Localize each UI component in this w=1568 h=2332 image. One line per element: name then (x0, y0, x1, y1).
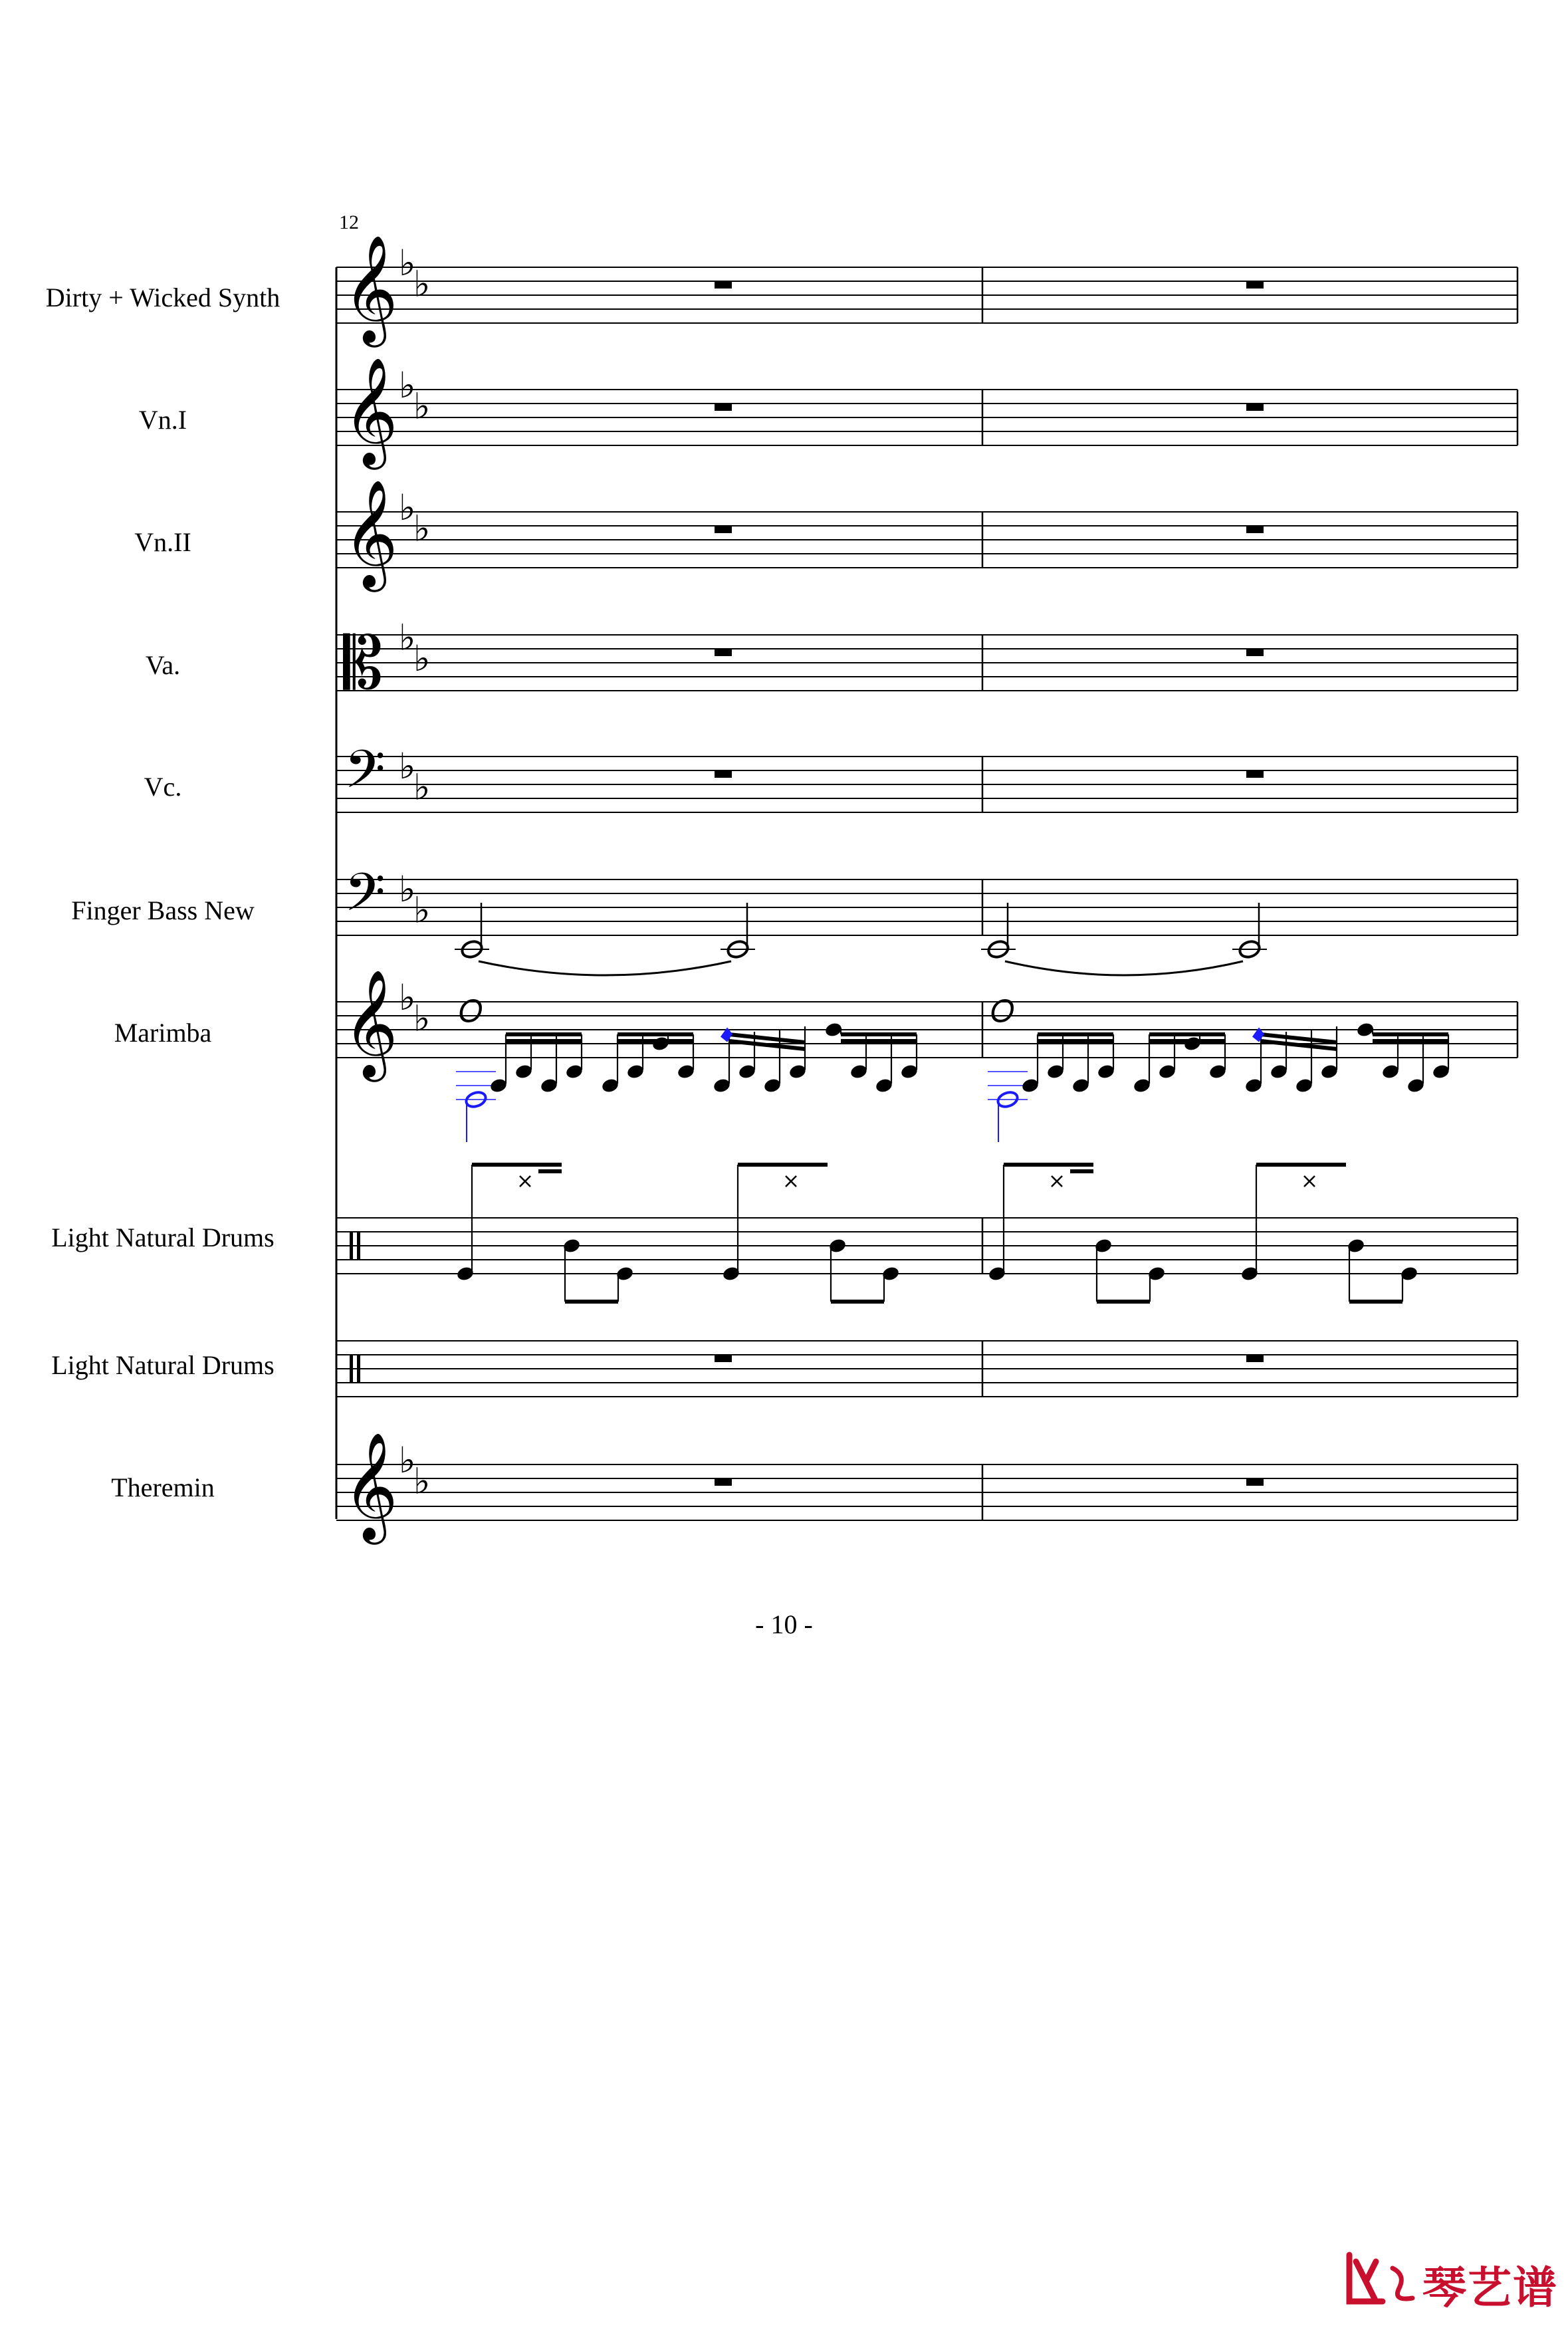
whole-rest (1246, 649, 1264, 656)
flat-sign-icon: ♭ (399, 745, 416, 787)
flat-sign-icon: ♭ (413, 1460, 431, 1502)
instrument-label-synth: Dirty + Wicked Synth (45, 283, 280, 312)
bass-clef-icon: 𝄢 (344, 862, 386, 936)
sixteenth-rest-icon: 𝑂 (990, 993, 1015, 1029)
tie (1005, 961, 1243, 975)
hihat-note-head (786, 1176, 796, 1187)
measure-number: 12 (339, 211, 359, 233)
hihat-note-head (1052, 1176, 1062, 1187)
page-number: - 10 - (755, 1609, 813, 1639)
treble-clef-icon: 𝄞 (343, 235, 398, 343)
staff-7 (336, 1002, 1517, 1058)
instrument-label-violin-1: Vn.I (138, 405, 187, 435)
whole-rest (715, 1355, 732, 1362)
staff-10 (336, 1464, 1517, 1520)
instrument-label-theremin: Theremin (111, 1472, 215, 1502)
instrument-label-drums-1: Light Natural Drums (51, 1223, 275, 1252)
staff-4 (336, 635, 1517, 691)
treble-clef-icon: 𝄞 (343, 357, 398, 465)
staff-9 (336, 1341, 1517, 1397)
whole-rest (715, 404, 732, 411)
treble-clef-icon: 𝄞 (343, 479, 398, 588)
flat-sign-icon: ♭ (399, 977, 416, 1018)
whole-rest (1246, 1355, 1264, 1362)
whole-rest (1246, 1478, 1264, 1486)
flat-sign-icon: ♭ (413, 997, 431, 1040)
flat-sign-icon: ♭ (399, 616, 416, 659)
whole-rest (1246, 770, 1264, 778)
staff-1 (336, 267, 1517, 323)
flat-sign-icon: ♭ (413, 507, 431, 550)
instrument-label-finger-bass: Finger Bass New (71, 895, 255, 925)
instrument-label-violin-2: Vn.II (134, 527, 191, 557)
hihat-note-head (1304, 1176, 1315, 1187)
whole-rest (1246, 281, 1264, 289)
staff-8 (336, 1218, 1517, 1274)
whole-rest (715, 770, 732, 778)
flat-sign-icon: ♭ (399, 242, 416, 284)
whole-rest (715, 281, 732, 289)
flat-sign-icon: ♭ (413, 889, 431, 931)
flat-sign-icon: ♭ (413, 263, 431, 305)
staff-2 (336, 390, 1517, 445)
instrument-label-drums-2: Light Natural Drums (51, 1350, 275, 1380)
staff-5 (336, 757, 1517, 812)
staff-3 (336, 512, 1517, 568)
instrument-label-viola: Va. (145, 650, 181, 680)
whole-rest (715, 1478, 732, 1486)
watermark-text: 琴艺谱 (1422, 2262, 1558, 2313)
treble-clef-icon: 𝄞 (343, 1432, 398, 1540)
flat-sign-icon: ♭ (413, 766, 431, 808)
instrument-label-cello: Vc. (144, 772, 182, 802)
flat-sign-icon: ♭ (413, 385, 431, 427)
bass-clef-icon: 𝄢 (344, 739, 386, 813)
tie (479, 961, 731, 975)
flat-sign-icon: ♭ (413, 638, 431, 679)
flat-sign-icon: ♭ (399, 487, 416, 528)
whole-rest (1246, 526, 1264, 533)
whole-rest (715, 649, 732, 656)
treble-clef-icon: 𝄞 (343, 969, 398, 1078)
whole-rest (1246, 404, 1264, 411)
instrument-label-marimba: Marimba (114, 1018, 212, 1048)
whole-rest (715, 526, 732, 533)
flat-sign-icon: ♭ (399, 1439, 416, 1481)
hihat-note-head (520, 1176, 530, 1187)
staff-6 (336, 879, 1517, 935)
flat-sign-icon: ♭ (399, 364, 416, 406)
flat-sign-icon: ♭ (399, 868, 416, 910)
sixteenth-rest-icon: 𝑂 (459, 993, 483, 1029)
alto-clef-icon: 𝄡 (343, 622, 384, 705)
